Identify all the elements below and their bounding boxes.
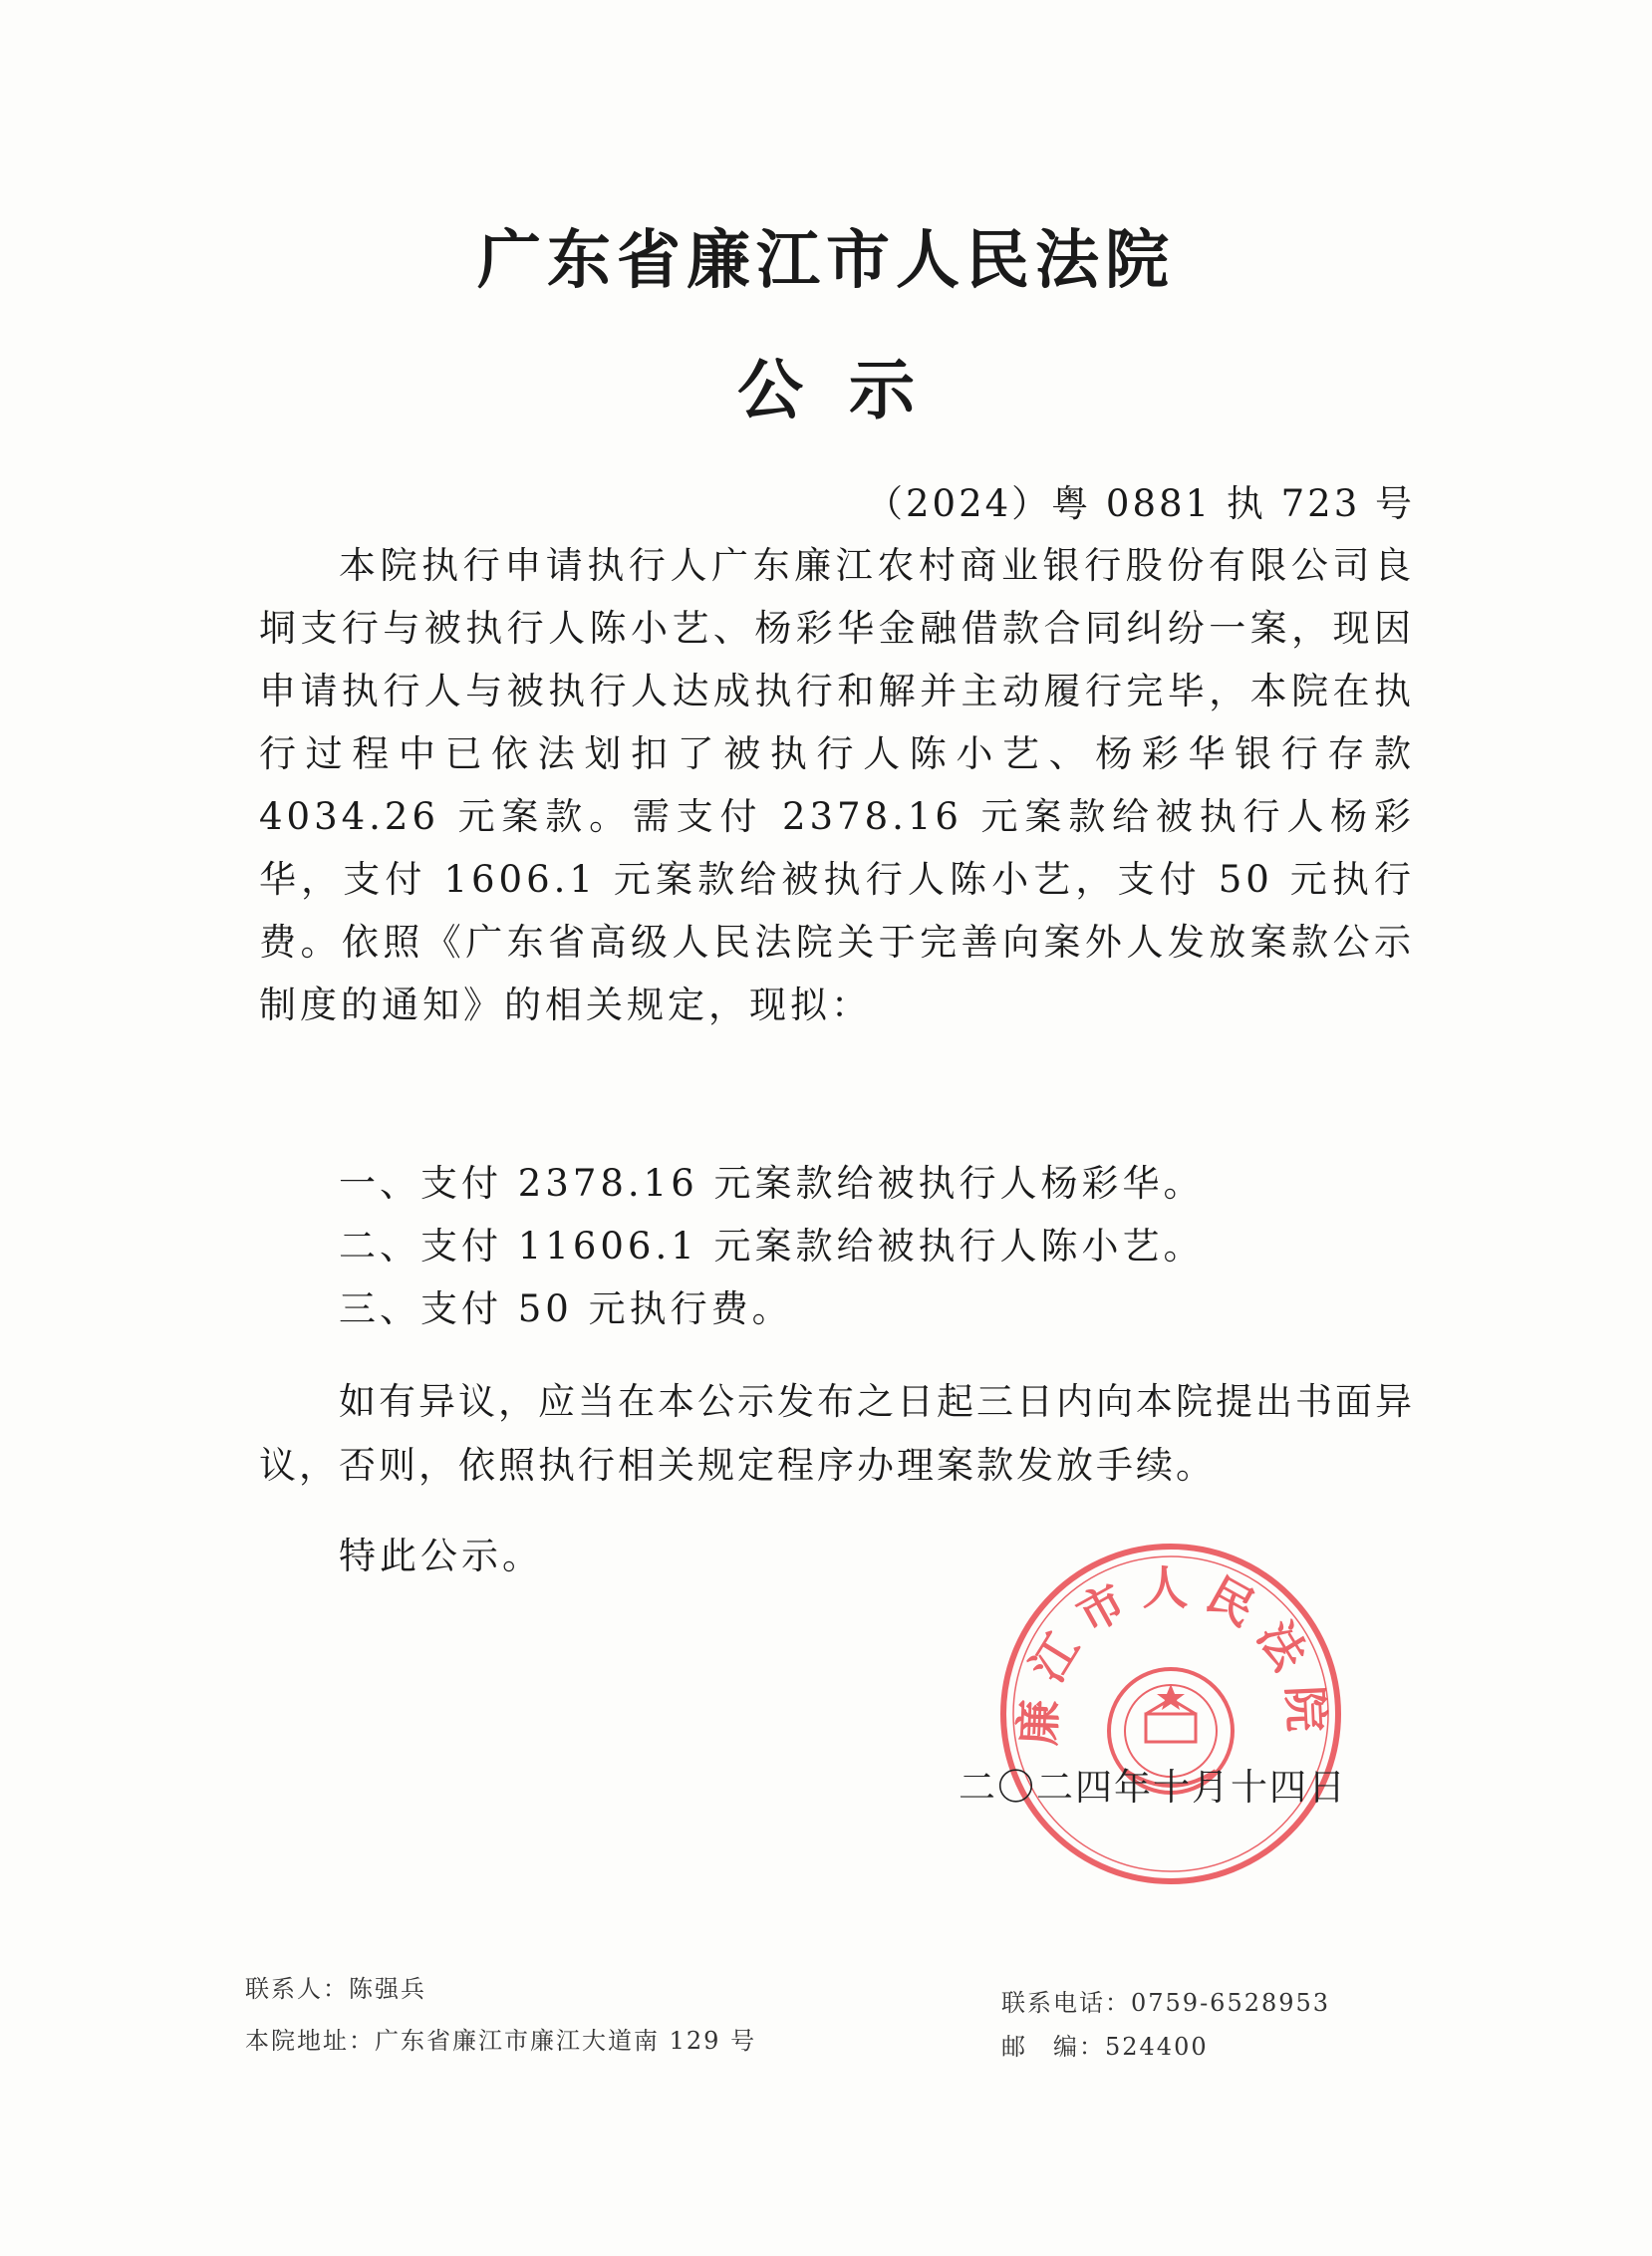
court-name-heading: 广东省廉江市人民法院: [477, 224, 1175, 298]
issue-date: 二〇二四年十月十四日: [959, 1766, 1347, 1809]
seal-text: 廉江市人民法院: [1010, 1560, 1334, 1747]
payment-item-1: 一、支付 2378.16 元案款给被执行人杨彩华。: [339, 1162, 1205, 1205]
objection-block: [259, 1370, 1415, 1498]
main-paragraph-block: [259, 534, 1415, 1036]
payment-item-3: 三、支付 50 元执行费。: [339, 1287, 793, 1330]
notice-title: 公示: [737, 352, 961, 428]
closing-text: 特此公示。: [339, 1535, 543, 1577]
payment-items-list: [259, 1152, 1415, 1340]
main-paragraph: 本院执行申请执行人广东廉江农村商业银行股份有限公司良垌支行与被执行人陈小艺、杨彩华金融借款合同纠纷一案，现因申请执行人与被执行人达成执行和解并主动履行完毕，本院在执行过程中已依法划扣了被执行人陈小艺、杨彩华银行存款 4034.26 元案款。需支付 2378.16 元案款给被执行人杨彩华，支付 1606.1 元案款给被执行人陈小艺，支付 50 元执行费。依照《广东省高级人民法院关于完善向案外人发放案款公示制度的通知》的相关规定，现拟：: [259, 544, 1415, 1026]
court-seal-icon: [996, 1540, 1345, 1888]
footer-postcode: 邮 编：524400: [1001, 2033, 1209, 2061]
footer-phone: 联系电话：0759-6528953: [1001, 1989, 1331, 2017]
footer-contact-person: 联系人：陈强兵: [245, 1975, 426, 2003]
footer-address: 本院地址：广东省廉江市廉江大道南 129 号: [245, 2027, 757, 2055]
case-number: （2024）粤 0881 执 723 号: [866, 482, 1415, 525]
objection-paragraph: 如有异议，应当在本公示发布之日起三日内向本院提出书面异议，否则，依照执行相关规定程序办理案款发放手续。: [259, 1380, 1415, 1487]
payment-item-2: 二、支付 11606.1 元案款给被执行人陈小艺。: [339, 1225, 1205, 1268]
